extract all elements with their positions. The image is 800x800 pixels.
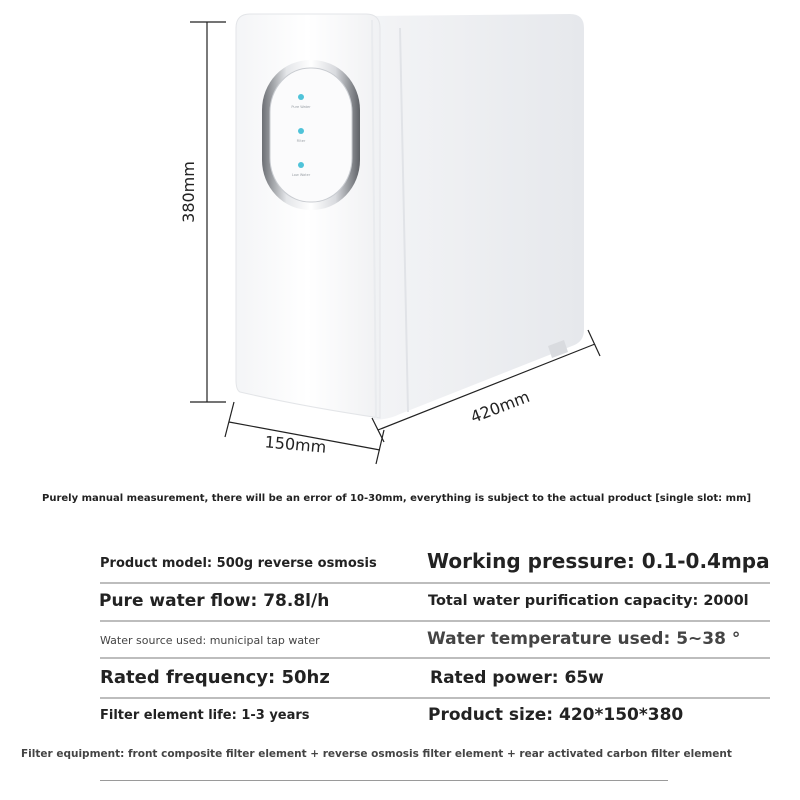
indicator-label-1: Pure Water (291, 105, 311, 109)
spec-water-source: Water source used: municipal tap water (100, 634, 320, 647)
width-label: 420mm (467, 386, 533, 427)
measurement-note: Purely manual measurement, there will be an error of 10-30mm, everything is subject to the actual product [single slot: mm] (42, 493, 752, 504)
spec-rated-frequency: Rated frequency: 50hz (100, 667, 330, 688)
spec-filter-life: Filter element life: 1-3 years (100, 708, 310, 723)
divider-2 (100, 620, 770, 622)
depth-label: 150mm (263, 432, 328, 457)
low-water-indicator-icon (298, 162, 304, 168)
divider-1 (100, 582, 770, 584)
control-panel (262, 60, 360, 210)
filter-indicator-icon (298, 128, 304, 134)
divider-3 (100, 657, 770, 659)
spec-filter-equipment: Filter equipment: front composite filter element + reverse osmosis filter element + rear activated carbon filter element (21, 748, 732, 760)
pure-water-indicator-icon (298, 94, 304, 100)
spec-water-temperature: Water temperature used: 5~38 ° (427, 629, 741, 649)
spec-rated-power: Rated power: 65w (430, 668, 604, 688)
divider-5 (100, 780, 668, 781)
height-label: 380mm (179, 161, 198, 223)
spec-product-size: Product size: 420*150*380 (428, 705, 684, 725)
indicator-label-3: Low Water (291, 173, 311, 177)
purifier-side-panel (372, 14, 584, 420)
divider-4 (100, 697, 770, 699)
spec-working-pressure: Working pressure: 0.1-0.4mpa (427, 549, 770, 573)
spec-total-capacity: Total water purification capacity: 2000l (428, 593, 749, 609)
spec-pure-water-flow: Pure water flow: 78.8l/h (99, 591, 330, 611)
indicator-label-2: Filter (296, 139, 306, 143)
spec-product-model: Product model: 500g reverse osmosis (100, 556, 377, 571)
